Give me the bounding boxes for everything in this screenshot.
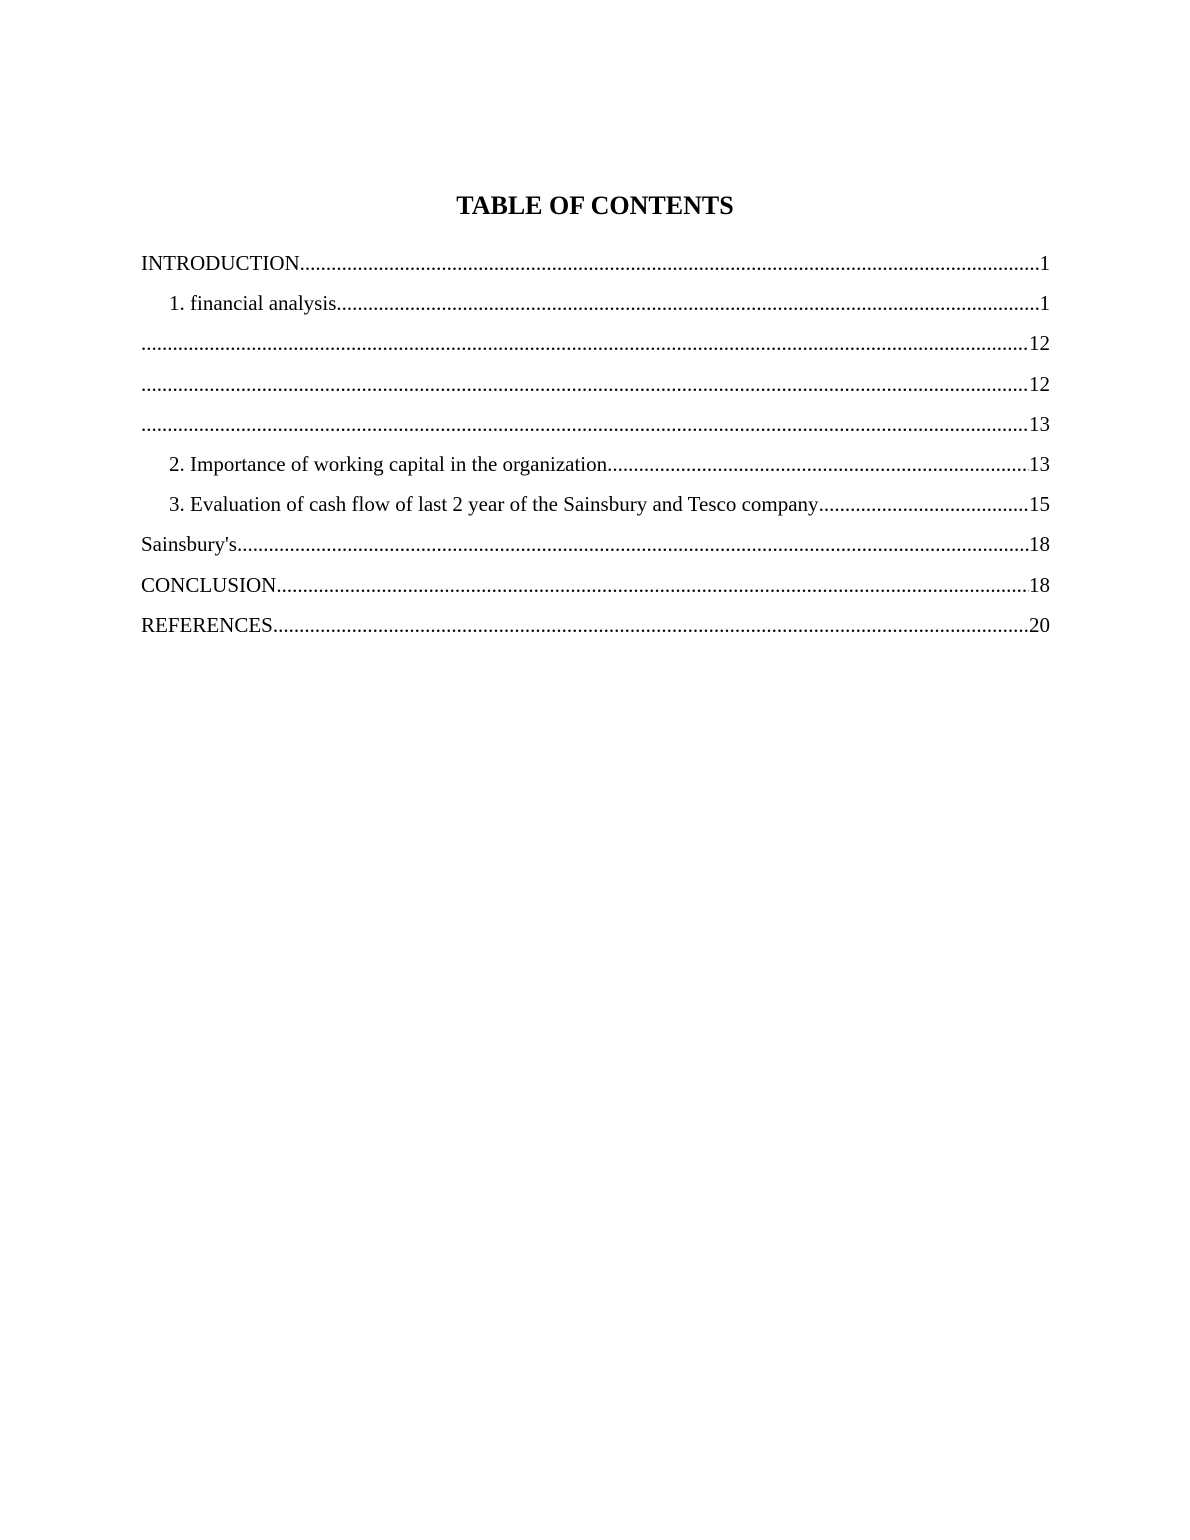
toc-dot-leader xyxy=(141,326,1029,360)
toc-page-number: 12 xyxy=(1029,331,1050,356)
toc-entry-untitled-3[interactable] xyxy=(141,407,1050,447)
toc-entry-text: 2. Importance of working capital in the organization xyxy=(169,451,608,476)
toc-entry-text: REFERENCES xyxy=(141,612,273,637)
toc-dot-leader xyxy=(273,608,1029,642)
toc-dot-leader xyxy=(276,568,1029,602)
toc-dot-leader xyxy=(237,527,1029,561)
toc-entry-text: INTRODUCTION xyxy=(141,251,300,275)
toc-page-number: 13 xyxy=(1029,411,1050,436)
toc-page-number: 1 xyxy=(1039,291,1050,316)
toc-title: TABLE OF CONTENTS xyxy=(456,191,734,220)
toc-entry-working-capital[interactable] xyxy=(141,447,1050,487)
toc-entry-untitled-2[interactable] xyxy=(141,367,1050,407)
toc-entry-text: Sainsbury's xyxy=(141,532,237,557)
toc-page-number: 1 xyxy=(1039,251,1050,275)
toc-dot-leader xyxy=(141,367,1029,401)
toc-dot-leader xyxy=(819,487,1029,521)
toc-entry-cash-flow-evaluation[interactable] xyxy=(141,487,1050,527)
toc-entry-financial-analysis[interactable] xyxy=(141,286,1050,326)
toc-list xyxy=(141,246,1050,648)
toc-dot-leader xyxy=(607,447,1029,481)
toc-page-number: 18 xyxy=(1029,572,1050,597)
toc-entry-untitled-1[interactable] xyxy=(141,326,1050,366)
toc-dot-leader xyxy=(336,286,1039,320)
toc-entry-text: 1. financial analysis xyxy=(169,291,337,316)
toc-dot-leader xyxy=(141,407,1029,441)
toc-page-number: 12 xyxy=(1029,371,1050,396)
toc-entry-conclusion[interactable] xyxy=(141,568,1050,608)
toc-entry-introduction[interactable] xyxy=(141,246,1050,286)
toc-entry-sainsburys[interactable] xyxy=(141,527,1050,567)
toc-page-number: 18 xyxy=(1029,532,1050,557)
toc-entry-text: CONCLUSION xyxy=(141,572,277,597)
toc-entry-text: 3. Evaluation of cash flow of last 2 year of the Sainsbury and Tesco company xyxy=(169,492,819,517)
toc-page-number: 15 xyxy=(1029,492,1050,517)
toc-entry-references[interactable] xyxy=(141,608,1050,648)
toc-dot-leader xyxy=(300,246,1040,280)
toc-page-number: 13 xyxy=(1029,451,1050,476)
toc-page-number: 20 xyxy=(1029,612,1050,637)
